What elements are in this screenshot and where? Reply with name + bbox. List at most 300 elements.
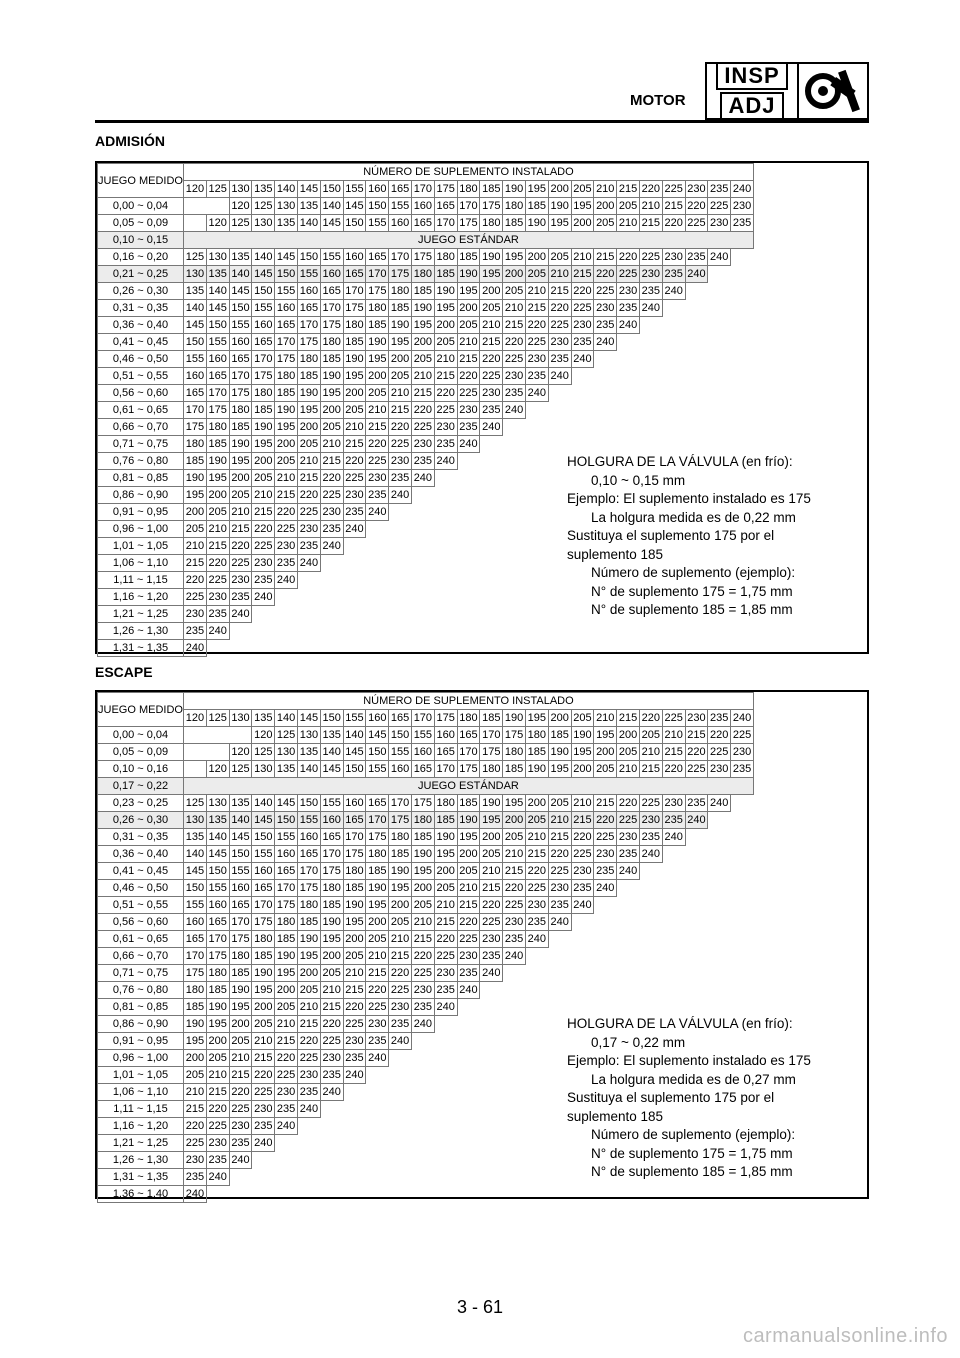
shim-cell [685, 623, 708, 640]
shim-cell [184, 198, 207, 215]
shim-cell: 170 [320, 300, 343, 317]
shim-cell [685, 368, 708, 385]
shim-cell: 225 [457, 385, 480, 402]
shim-cell [685, 351, 708, 368]
shim-cell [457, 487, 480, 504]
shim-cell: 165 [320, 829, 343, 846]
measured-range: 0,61 ~ 0,65 [98, 402, 184, 419]
shim-cell: 220 [206, 555, 229, 572]
shim-cell [731, 965, 754, 982]
shim-cell: 125 [184, 795, 207, 812]
shim-cell [503, 538, 526, 555]
shim-cell: 170 [297, 317, 320, 334]
shim-cell: 240 [366, 1050, 389, 1067]
shim-cell [685, 846, 708, 863]
shim-cell: 235 [594, 317, 617, 334]
shim-cell: 175 [206, 402, 229, 419]
shim-cell: 230 [343, 487, 366, 504]
shim-cell [731, 948, 754, 965]
shim-cell [639, 385, 662, 402]
shim-cell [639, 402, 662, 419]
table-row [98, 982, 754, 999]
shim-cell: 185 [206, 436, 229, 453]
table-row [98, 266, 754, 283]
shim-cell: 200 [480, 829, 503, 846]
shim-cell: 155 [206, 880, 229, 897]
shim-cell: 230 [594, 300, 617, 317]
shim-cell: 215 [275, 1033, 298, 1050]
shim-number: 225 [662, 181, 685, 198]
shim-cell [503, 572, 526, 589]
measured-range: 1,31 ~ 1,35 [98, 640, 184, 657]
shim-cell: 130 [252, 215, 275, 232]
shim-cell: 120 [229, 198, 252, 215]
shim-cell [411, 572, 434, 589]
shim-cell: 150 [366, 198, 389, 215]
shim-cell [571, 999, 594, 1016]
shim-cell [685, 1186, 708, 1203]
shim-number: 135 [252, 710, 275, 727]
shim-cell: 235 [297, 538, 320, 555]
shim-cell: 195 [480, 266, 503, 283]
shim-cell [662, 846, 685, 863]
table-row [98, 778, 754, 795]
shim-cell [685, 965, 708, 982]
exhaust-table-frame [95, 690, 869, 1199]
shim-cell [457, 1152, 480, 1169]
shim-cell: 240 [184, 1186, 207, 1203]
shim-cell: 240 [252, 589, 275, 606]
table-row [98, 283, 754, 300]
shim-cell: 160 [389, 761, 412, 778]
shim-cell: 180 [252, 385, 275, 402]
shim-cell [457, 555, 480, 572]
shim-cell: 205 [366, 385, 389, 402]
shim-cell: 195 [571, 198, 594, 215]
shim-cell: 210 [206, 1067, 229, 1084]
shim-cell: 180 [411, 266, 434, 283]
shim-cell: 210 [389, 385, 412, 402]
shim-cell: 205 [548, 795, 571, 812]
shim-cell [297, 606, 320, 623]
shim-cell: 155 [275, 283, 298, 300]
shim-cell: 160 [320, 266, 343, 283]
shim-cell: 240 [617, 317, 640, 334]
shim-cell: 170 [297, 863, 320, 880]
shim-cell [206, 1186, 229, 1203]
shim-cell [685, 300, 708, 317]
shim-cell [503, 419, 526, 436]
shim-cell: 150 [229, 846, 252, 863]
shim-cell: 195 [389, 334, 412, 351]
shim-cell: 235 [275, 1101, 298, 1118]
shim-cell: 215 [297, 470, 320, 487]
shim-cell: 220 [206, 1101, 229, 1118]
table-row [98, 334, 754, 351]
shim-cell [411, 1101, 434, 1118]
shim-cell: 155 [389, 198, 412, 215]
shim-cell [571, 965, 594, 982]
shim-cell: 145 [320, 215, 343, 232]
shim-cell: 180 [184, 982, 207, 999]
measured-range: 1,21 ~ 1,25 [98, 1135, 184, 1152]
shim-cell [685, 948, 708, 965]
shim-cell: 175 [229, 931, 252, 948]
badge-adj: ADJ [720, 92, 783, 120]
shim-cell: 225 [366, 453, 389, 470]
shim-cell: 205 [252, 1016, 275, 1033]
shim-cell [548, 931, 571, 948]
shim-cell: 210 [229, 1050, 252, 1067]
shim-cell [343, 555, 366, 572]
wrench-adjust-icon [797, 64, 867, 118]
shim-cell [525, 982, 548, 999]
shim-cell: 160 [229, 880, 252, 897]
note-measured: La holgura medida es de 0,22 mm [591, 509, 796, 525]
shim-cell: 190 [366, 334, 389, 351]
shim-cell: 225 [503, 351, 526, 368]
shim-cell: 180 [320, 334, 343, 351]
header-row [98, 693, 754, 710]
shim-cell [434, 1067, 457, 1084]
shim-cell: 235 [343, 504, 366, 521]
measured-range: 0,71 ~ 0,75 [98, 965, 184, 982]
shim-cell [343, 589, 366, 606]
shim-cell: 205 [434, 334, 457, 351]
shim-cell: 200 [594, 744, 617, 761]
shim-cell [731, 897, 754, 914]
shim-cell: 230 [411, 982, 434, 999]
shim-cell: 185 [297, 368, 320, 385]
measured-range: 1,36 ~ 1,40 [98, 1186, 184, 1203]
shim-number: 230 [685, 710, 708, 727]
shim-cell [434, 1050, 457, 1067]
shim-number: 120 [184, 181, 207, 198]
shim-cell [617, 351, 640, 368]
shim-cell: 240 [639, 846, 662, 863]
shim-cell: 205 [206, 504, 229, 521]
shim-cell: 225 [503, 897, 526, 914]
shim-cell [662, 914, 685, 931]
note-example: Ejemplo: El suplemento instalado es 175 [567, 491, 811, 506]
shim-cell [480, 606, 503, 623]
shim-cell [366, 521, 389, 538]
table-row [98, 999, 754, 1016]
shim-cell: 225 [434, 948, 457, 965]
shim-cell: 240 [206, 623, 229, 640]
shim-cell: 180 [206, 419, 229, 436]
shim-cell: 120 [252, 727, 275, 744]
shim-cell: 235 [297, 1084, 320, 1101]
measured-range: 0,76 ~ 0,80 [98, 453, 184, 470]
shim-cell: 185 [184, 453, 207, 470]
shim-cell [525, 436, 548, 453]
shim-cell: 140 [343, 727, 366, 744]
shim-cell: 210 [525, 283, 548, 300]
shim-cell: 205 [343, 948, 366, 965]
shim-cell: 155 [411, 727, 434, 744]
shim-cell: 230 [708, 761, 731, 778]
shim-cell [708, 317, 731, 334]
shim-cell [548, 999, 571, 1016]
shim-cell [275, 1169, 298, 1186]
shim-number: 185 [480, 181, 503, 198]
shim-cell: 155 [320, 249, 343, 266]
shim-cell: 230 [411, 436, 434, 453]
shim-cell: 150 [275, 812, 298, 829]
shim-cell [480, 1135, 503, 1152]
shim-cell: 210 [229, 504, 252, 521]
shim-cell: 205 [503, 283, 526, 300]
shim-cell [617, 948, 640, 965]
shim-cell: 150 [252, 829, 275, 846]
shim-cell [297, 589, 320, 606]
shim-cell: 240 [594, 880, 617, 897]
shim-cell: 220 [229, 1084, 252, 1101]
shim-cell [366, 589, 389, 606]
shim-cell [366, 1152, 389, 1169]
shim-cell [731, 300, 754, 317]
shim-number: 220 [639, 181, 662, 198]
shim-cell [525, 1118, 548, 1135]
table-row [98, 249, 754, 266]
shim-number: 140 [275, 710, 298, 727]
shim-cell [731, 334, 754, 351]
shim-cell: 170 [184, 402, 207, 419]
shim-cell: 160 [206, 897, 229, 914]
shim-cell: 215 [639, 761, 662, 778]
shim-cell: 200 [206, 1033, 229, 1050]
shim-cell: 215 [366, 965, 389, 982]
shim-number: 125 [206, 710, 229, 727]
shim-cell [297, 623, 320, 640]
shim-cell [275, 623, 298, 640]
shim-cell: 190 [389, 317, 412, 334]
shim-cell: 235 [457, 419, 480, 436]
shim-cell [708, 880, 731, 897]
shim-cell: 210 [548, 812, 571, 829]
shim-number: 210 [594, 181, 617, 198]
shim-cell: 150 [275, 266, 298, 283]
shim-cell: 235 [320, 1067, 343, 1084]
shim-cell: 160 [411, 744, 434, 761]
shim-cell: 170 [480, 727, 503, 744]
note-title: HOLGURA DE LA VÁLVULA (en frío): [567, 1016, 793, 1031]
shim-cell [617, 897, 640, 914]
shim-number: 210 [594, 710, 617, 727]
shim-cell: 200 [366, 914, 389, 931]
shim-number: 130 [229, 181, 252, 198]
shim-cell [685, 283, 708, 300]
shim-cell [731, 846, 754, 863]
measured-range: 0,56 ~ 0,60 [98, 385, 184, 402]
shim-cell: 215 [525, 846, 548, 863]
shim-cell [594, 982, 617, 999]
shim-cell: 140 [229, 266, 252, 283]
exhaust-title: ESCAPE [95, 664, 153, 680]
shim-cell: 175 [320, 863, 343, 880]
shim-cell [571, 1186, 594, 1203]
shim-cell [708, 334, 731, 351]
shim-cell: 180 [366, 300, 389, 317]
shim-cell: 185 [297, 914, 320, 931]
shim-cell: 185 [411, 829, 434, 846]
shim-cell: 220 [457, 368, 480, 385]
table-row [98, 317, 754, 334]
shim-cell: 120 [229, 744, 252, 761]
shim-cell [206, 727, 229, 744]
shim-cell [617, 623, 640, 640]
shim-cell [708, 863, 731, 880]
shim-cell [594, 419, 617, 436]
shim-cell: 205 [548, 249, 571, 266]
shim-cell [297, 1118, 320, 1135]
shim-cell: 215 [662, 744, 685, 761]
shim-cell: 175 [320, 317, 343, 334]
shim-cell: 175 [343, 300, 366, 317]
shim-cell: 235 [457, 965, 480, 982]
shim-cell: 230 [229, 1118, 252, 1135]
shim-cell: 225 [457, 931, 480, 948]
shim-cell: 210 [411, 914, 434, 931]
intake-table-frame [95, 161, 869, 654]
shim-cell: 185 [366, 863, 389, 880]
shim-cell [525, 487, 548, 504]
shim-cell: 230 [320, 1050, 343, 1067]
shim-cell: 150 [297, 795, 320, 812]
shim-cell: 205 [639, 727, 662, 744]
shim-cell: 165 [184, 931, 207, 948]
shim-cell: 230 [343, 1033, 366, 1050]
measured-range: 0,46 ~ 0,50 [98, 880, 184, 897]
shim-cell [662, 351, 685, 368]
shim-cell: 230 [434, 965, 457, 982]
shim-cell: 215 [229, 521, 252, 538]
table-row [98, 863, 754, 880]
measured-range: 1,26 ~ 1,30 [98, 623, 184, 640]
shim-cell [708, 623, 731, 640]
table-row [98, 1186, 754, 1203]
shim-cell: 150 [343, 761, 366, 778]
shim-cell: 130 [275, 744, 298, 761]
shim-cell [457, 589, 480, 606]
shim-cell [617, 334, 640, 351]
shim-cell [525, 1169, 548, 1186]
shim-cell: 240 [617, 863, 640, 880]
shim-cell [184, 761, 207, 778]
shim-cell [252, 623, 275, 640]
shim-cell [229, 1186, 252, 1203]
shim-cell: 210 [206, 521, 229, 538]
table-row [98, 402, 754, 419]
shim-cell: 235 [434, 436, 457, 453]
shim-cell [434, 521, 457, 538]
measured-range: 1,21 ~ 1,25 [98, 606, 184, 623]
shim-cell: 210 [434, 897, 457, 914]
shim-cell: 210 [571, 795, 594, 812]
shim-cell: 225 [685, 215, 708, 232]
shim-cell: 195 [503, 795, 526, 812]
shim-cell: 180 [366, 846, 389, 863]
shim-cell [434, 589, 457, 606]
shim-cell [434, 640, 457, 657]
shim-cell: 240 [503, 402, 526, 419]
shim-cell: 125 [252, 198, 275, 215]
shim-cell: 235 [389, 470, 412, 487]
shim-cell: 175 [389, 266, 412, 283]
shim-cell: 185 [503, 761, 526, 778]
note-replace-2: suplemento 185 [567, 1108, 664, 1124]
shim-cell: 190 [525, 761, 548, 778]
shim-cell: 155 [366, 215, 389, 232]
shim-cell [389, 521, 412, 538]
shim-cell [389, 1169, 412, 1186]
shim-cell [525, 999, 548, 1016]
shim-cell [411, 640, 434, 657]
shim-cell: 190 [480, 795, 503, 812]
shim-cell: 210 [457, 334, 480, 351]
shim-cell: 130 [206, 249, 229, 266]
shim-cell [571, 640, 594, 657]
measured-header: JUEGO MEDIDO [98, 164, 184, 198]
shim-number: 170 [411, 710, 434, 727]
shim-cell: 180 [389, 829, 412, 846]
shim-cell: 195 [206, 1016, 229, 1033]
shim-cell: 180 [229, 948, 252, 965]
note-shim-1: N° de suplemento 175 = 1,75 mm [591, 1145, 793, 1161]
shim-cell [731, 351, 754, 368]
shim-cell: 225 [206, 572, 229, 589]
shim-cell: 200 [525, 795, 548, 812]
shim-cell: 190 [229, 436, 252, 453]
shim-cell [503, 589, 526, 606]
shim-cell [389, 589, 412, 606]
shim-cell: 185 [343, 880, 366, 897]
shim-cell: 210 [366, 402, 389, 419]
shim-cell: 195 [229, 999, 252, 1016]
shim-cell [685, 419, 708, 436]
shim-cell [480, 1101, 503, 1118]
shim-cell: 190 [411, 846, 434, 863]
shim-cell: 225 [252, 538, 275, 555]
shim-cell: 210 [389, 931, 412, 948]
shim-cell [639, 982, 662, 999]
shim-cell: 175 [411, 795, 434, 812]
shim-cell: 220 [617, 795, 640, 812]
shim-cell: 210 [252, 487, 275, 504]
shim-cell [525, 1101, 548, 1118]
shim-cell [685, 999, 708, 1016]
shim-cell: 160 [343, 249, 366, 266]
shim-cell: 240 [662, 283, 685, 300]
shim-cell: 170 [434, 761, 457, 778]
shim-cell: 240 [434, 453, 457, 470]
shim-cell [708, 1186, 731, 1203]
shim-cell: 155 [252, 300, 275, 317]
shim-cell [639, 640, 662, 657]
shim-cell: 190 [206, 453, 229, 470]
shim-cell: 235 [548, 351, 571, 368]
shim-cell [480, 982, 503, 999]
shim-number: 150 [320, 181, 343, 198]
shim-cell [389, 623, 412, 640]
shim-cell: 190 [457, 266, 480, 283]
shim-cell: 200 [525, 249, 548, 266]
shim-cell: 210 [662, 727, 685, 744]
shim-cell [525, 1067, 548, 1084]
shim-cell [548, 1186, 571, 1203]
table-row [98, 948, 754, 965]
